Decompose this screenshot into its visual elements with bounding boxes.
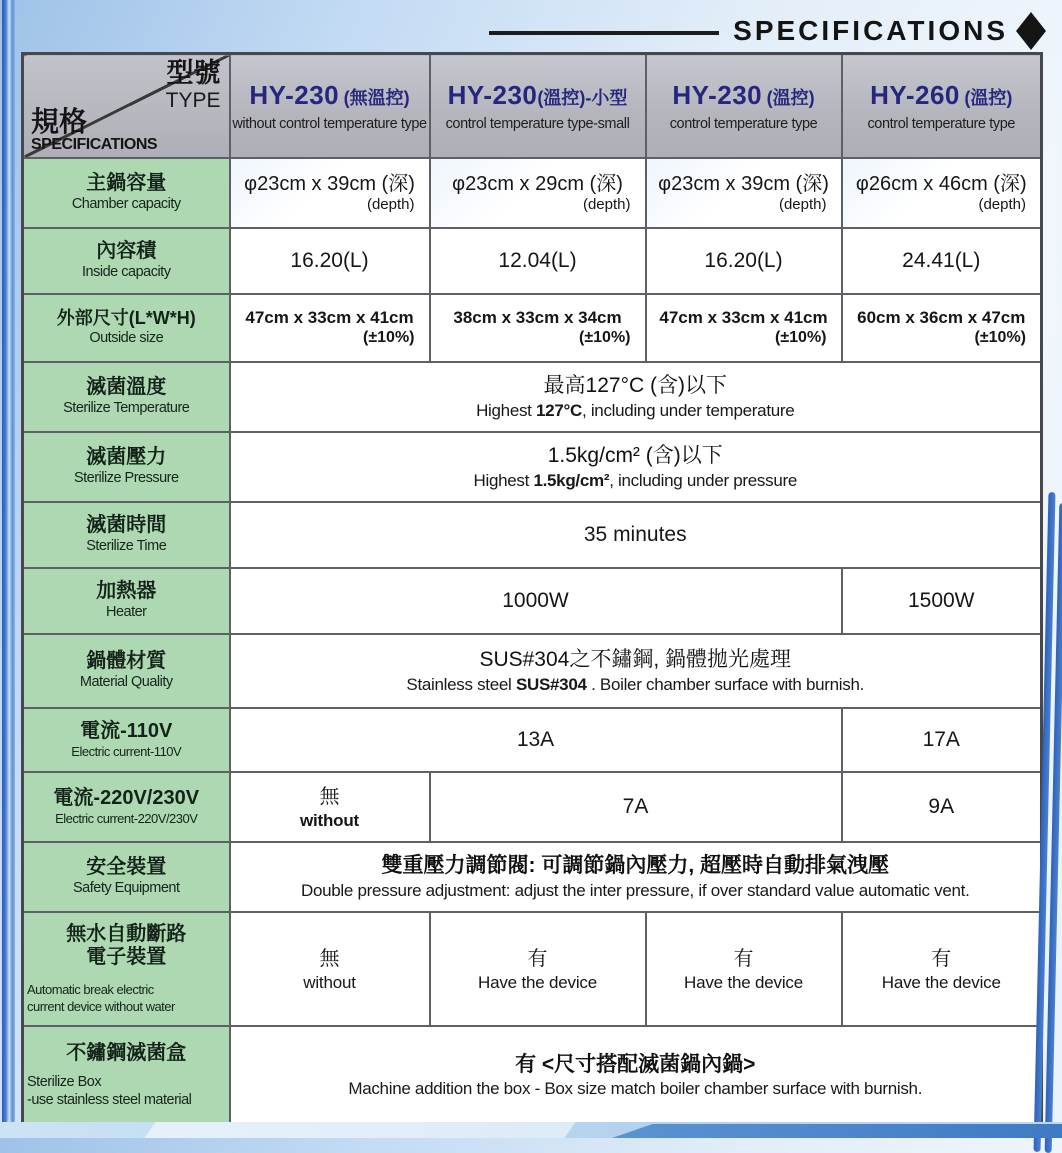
cell-sub: (±10%) (579, 329, 631, 347)
cell-zh: 1.5kg/cm² (含)以下 (547, 444, 723, 468)
row-auto-break-device (23, 912, 1042, 1026)
row-label-zh: 鍋體材質 (86, 650, 167, 673)
row-label-en: current device without water (27, 998, 175, 1014)
column-header-hy230-small (430, 54, 646, 158)
cell-en: without (303, 972, 356, 992)
corner-spec-en: SPECIFICATIONS (31, 135, 158, 153)
cell-zh: 有 (931, 947, 952, 970)
row-label-chamber-capacity (23, 158, 230, 228)
row-label-inside-capacity (23, 228, 230, 294)
row-label-en: Safety Equipment (73, 880, 180, 897)
cell-heater-hy260: 1500W (842, 568, 1042, 634)
cell-inside-3: 16.20(L) (646, 228, 842, 294)
corner-spec-label (31, 107, 157, 153)
cell-sub: (±10%) (974, 329, 1026, 347)
row-heater (23, 568, 1042, 634)
row-label-en: Sterilize Pressure (73, 470, 179, 487)
row-label-sterilize-box (23, 1026, 230, 1126)
row-label-en: -use stainless steel material (27, 1091, 192, 1108)
cell-en: Highest 1.5kg/cm², including under pressure (473, 470, 798, 490)
model-subtitle: control temperature type-small (445, 115, 630, 132)
row-sterilize-temperature (23, 362, 1042, 432)
row-label-safety-equipment (23, 842, 230, 912)
model-variant: (溫控)-小型 (537, 87, 628, 108)
cell-heater-main: 1000W (230, 568, 842, 634)
model-variant: (無溫控) (343, 87, 410, 108)
row-label-zh: 加熱器 (96, 580, 157, 603)
row-material-quality (23, 634, 1042, 708)
cell-en: Highest 127°C, including under temperature (476, 400, 795, 420)
row-label-zh: 內容積 (96, 240, 157, 263)
row-label-zh: 電流-220V/230V (53, 786, 200, 809)
cell-current110-main: 13A (230, 708, 842, 772)
page-title: SPECIFICATIONS (733, 15, 1008, 46)
cell-temperature-span (230, 362, 1042, 432)
row-label-sterilize-time (23, 502, 230, 568)
model-name: HY-230 (672, 79, 763, 110)
cell-autobreak-1 (230, 912, 430, 1026)
cell-zh: 雙重壓力調節閥: 可調節鍋內壓力, 超壓時自動排氣洩壓 (381, 854, 889, 878)
row-label-zh: 滅菌溫度 (86, 376, 167, 399)
row-label-auto-break-device (23, 912, 230, 1026)
cell-outside-4 (842, 294, 1042, 362)
row-chamber-capacity (23, 158, 1042, 228)
corner-type-en: TYPE (165, 88, 221, 112)
model-subtitle: control temperature type (867, 115, 1016, 132)
cell-zh: 有 <尺寸搭配滅菌鍋內鍋> (515, 1052, 756, 1076)
row-label-sterilize-temperature (23, 362, 230, 432)
row-safety-equipment (23, 842, 1042, 912)
cell-inside-1: 16.20(L) (230, 228, 430, 294)
row-sterilize-pressure (23, 432, 1042, 502)
row-label-en: Sterilize Temperature (63, 400, 190, 417)
cell-zh: 最高127°C (含)以下 (543, 374, 727, 398)
left-accent-bar (2, 0, 15, 1138)
corner-spec-zh: 規格 (31, 106, 88, 138)
model-variant: (溫控) (766, 87, 815, 108)
cell-chamber-2 (430, 158, 646, 228)
cell-en: Stainless steel SUS#304 . Boiler chamber surface with burnish. (406, 674, 865, 694)
row-label-en: Automatic break electric (27, 982, 154, 998)
page-header (489, 12, 1046, 50)
corner-cell (23, 54, 230, 158)
title-rule (489, 31, 719, 35)
model-name: HY-260 (870, 79, 960, 110)
cell-zh: 有 (527, 947, 548, 970)
cell-en: Machine addition the box - Box size match boiler chamber surface with burnish. (348, 1079, 923, 1099)
cell-zh: 有 (733, 947, 754, 970)
cell-sub: (depth) (366, 195, 415, 213)
cell-chamber-4 (842, 158, 1042, 228)
cell-en: Have the device (881, 972, 1001, 992)
row-current-220v (23, 772, 1042, 842)
cell-main: 47cm x 33cm x 41cm (659, 307, 828, 327)
row-label-zh: 滅菌壓力 (86, 446, 167, 469)
row-sterilize-time (23, 502, 1042, 568)
cell-current220-mid: 7A (430, 772, 842, 842)
row-label-en: Heater (105, 604, 147, 621)
column-header-hy230-no-control (230, 54, 430, 158)
cell-outside-3 (646, 294, 842, 362)
cell-main: 47cm x 33cm x 41cm (245, 307, 414, 327)
row-inside-capacity (23, 228, 1042, 294)
row-label-zh: 電子裝置 (86, 946, 167, 969)
cell-inside-2: 12.04(L) (430, 228, 646, 294)
row-label-zh: 滅菌時間 (86, 514, 167, 537)
row-label-en: Inside capacity (82, 264, 171, 281)
cell-safety-span (230, 842, 1042, 912)
row-label-en: Material Quality (79, 674, 173, 691)
cell-sub: (depth) (582, 195, 631, 213)
cell-en: without (299, 810, 360, 830)
row-label-en: Electric current-220V/230V (55, 810, 198, 826)
row-sterilize-box (23, 1026, 1042, 1126)
cell-box-span (230, 1026, 1042, 1126)
cell-outside-2 (430, 294, 646, 362)
row-label-current-220v (23, 772, 230, 842)
row-label-zh: 不鏽鋼滅菌盒 (66, 1041, 187, 1064)
corner-type-label (166, 59, 221, 112)
cell-zh: 無 (319, 785, 340, 808)
cell-autobreak-4 (842, 912, 1042, 1026)
model-variant: (溫控) (964, 87, 1013, 108)
cell-time-span: 35 minutes (230, 502, 1042, 568)
cell-material-span (230, 634, 1042, 708)
row-label-en: Chamber capacity (71, 196, 181, 213)
row-label-heater (23, 568, 230, 634)
cell-current220-1 (230, 772, 430, 842)
cell-main: 38cm x 33cm x 34cm (453, 307, 622, 327)
spec-table (21, 52, 1043, 1127)
row-label-en: Sterilize Time (86, 538, 167, 555)
cell-autobreak-2 (430, 912, 646, 1026)
cell-sub: (±10%) (775, 329, 827, 347)
row-label-zh: 主鍋容量 (86, 172, 167, 195)
cell-main: φ26cm x 46cm (深) (855, 172, 1027, 195)
cell-main: φ23cm x 39cm (深) (244, 172, 415, 195)
row-label-zh: 電流-110V (80, 719, 173, 742)
cell-autobreak-3 (646, 912, 842, 1026)
row-label-zh: 外部尺寸(L*W*H) (56, 308, 196, 329)
cell-en: Have the device (684, 972, 803, 992)
model-name: HY-230 (447, 79, 538, 110)
row-label-en: Sterilize Box (27, 1073, 102, 1090)
cell-en: Have the device (478, 972, 597, 992)
cell-main: 60cm x 36cm x 47cm (857, 307, 1026, 327)
cell-current110-hy260: 17A (842, 708, 1042, 772)
cell-sub: (±10%) (363, 329, 415, 347)
row-label-material-quality (23, 634, 230, 708)
cell-sub: (depth) (978, 195, 1026, 213)
cell-zh: SUS#304之不鏽鋼, 鍋體拋光處理 (479, 648, 792, 672)
cell-outside-1 (230, 294, 430, 362)
bottom-dark-band (612, 1124, 1062, 1138)
column-header-hy260 (842, 54, 1042, 158)
row-label-current-110v (23, 708, 230, 772)
row-label-sterilize-pressure (23, 432, 230, 502)
cell-sub: (depth) (778, 195, 827, 213)
model-subtitle: control temperature type (669, 115, 818, 132)
model-subtitle: without control temperature type (232, 115, 427, 132)
diamond-icon (1016, 12, 1046, 50)
bottom-band (0, 1122, 1062, 1138)
row-current-110v (23, 708, 1042, 772)
cell-en: Double pressure adjustment: adjust the inter pressure, if over standard value automatic vent. (300, 880, 970, 900)
cell-zh: 無 (319, 947, 340, 970)
row-outside-size (23, 294, 1042, 362)
row-label-outside-size (23, 294, 230, 362)
column-header-hy230-control (646, 54, 842, 158)
row-label-en: Outside size (89, 329, 164, 346)
cell-pressure-span (230, 432, 1042, 502)
cell-chamber-1 (230, 158, 430, 228)
cell-inside-4: 24.41(L) (842, 228, 1042, 294)
row-label-zh: 無水自動斷路 (66, 923, 187, 946)
cell-main: φ23cm x 39cm (深) (658, 172, 829, 195)
cell-current220-hy260: 9A (842, 772, 1042, 842)
cell-chamber-3 (646, 158, 842, 228)
bottom-wedge (144, 1122, 575, 1138)
row-label-en: Electric current-110V (71, 743, 182, 759)
row-label-zh: 安全裝置 (86, 856, 167, 879)
model-name: HY-230 (249, 79, 340, 110)
cell-main: φ23cm x 29cm (深) (452, 172, 623, 195)
corner-type-zh: 型號 (166, 58, 221, 88)
